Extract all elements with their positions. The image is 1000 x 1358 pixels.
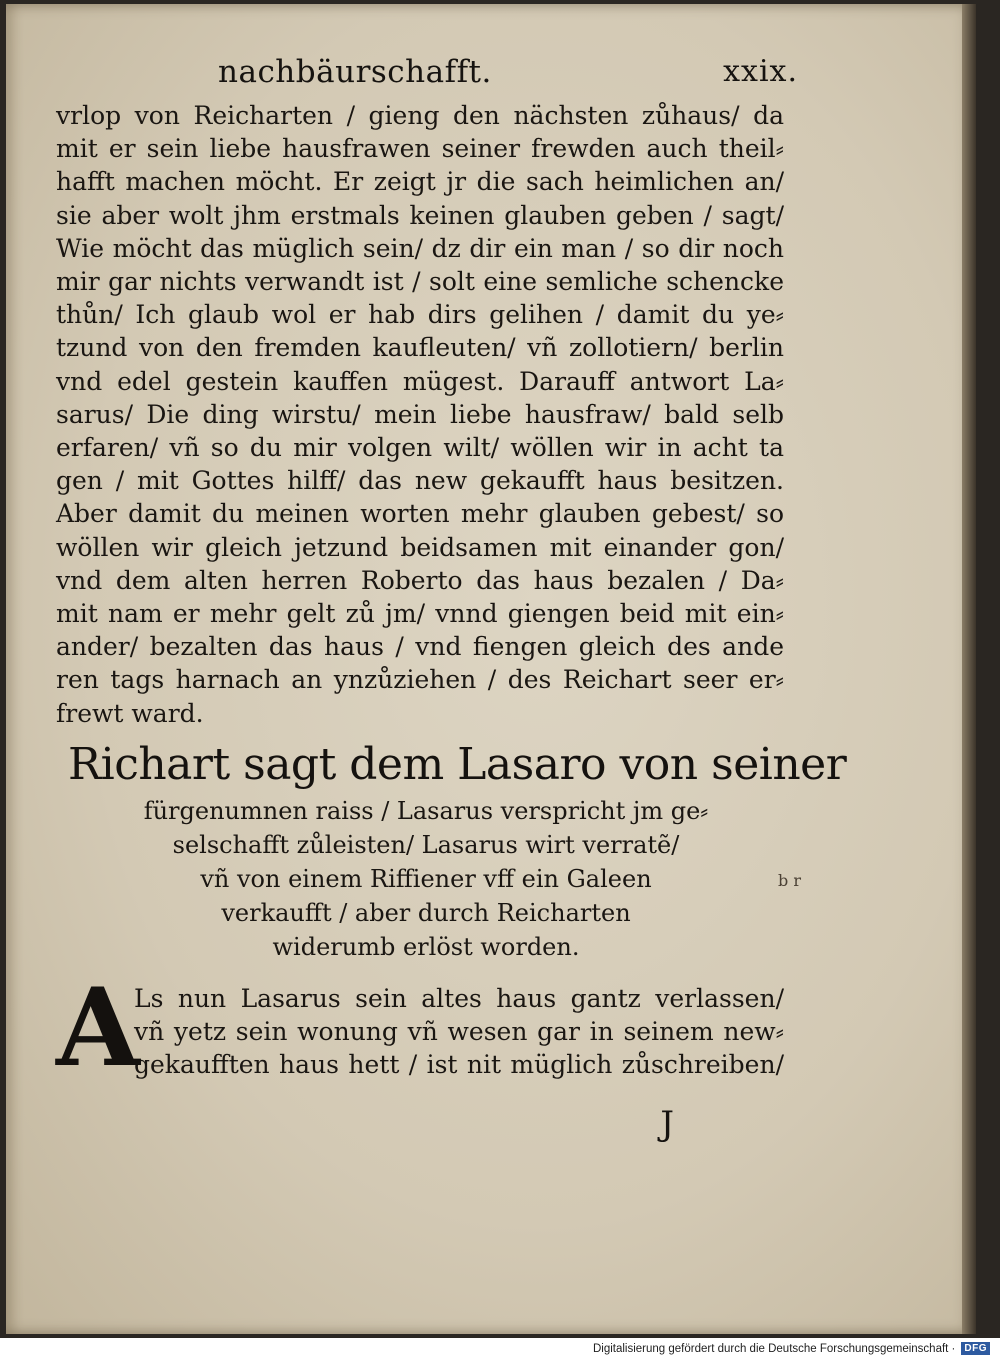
chapter-summary xyxy=(66,794,786,964)
summary-line: widerumb erlöst worden. xyxy=(272,933,580,961)
body-paragraph xyxy=(56,99,784,730)
text-line: mir gar nichts verwandt ist / solt eine semliche schencke xyxy=(56,267,784,297)
book-page xyxy=(6,4,976,1334)
text-line: sarus/ Die ding wirstu/ mein liebe hausfraw/ bald selb xyxy=(56,399,784,429)
text-line: sie aber wolt jhm erstmals keinen glauben geben / sagt/ xyxy=(56,200,784,230)
text-line: tzund von den fremden kaufleuten/ vñ zollotiern/ berlin xyxy=(56,333,784,363)
summary-line: vñ von einem Riffiener vff ein Galeen xyxy=(200,865,652,893)
text-line: vñ yetz sein wonung vñ wesen gar in seinem new⸗ xyxy=(134,1017,784,1046)
text-line: Ls nun Lasarus sein altes haus gantz verlassen/ xyxy=(134,984,784,1013)
folio-number: xxix. xyxy=(723,54,798,89)
running-head: nachbäurschafft. xyxy=(218,54,492,90)
catchword: J xyxy=(660,1104,674,1144)
marginal-note: b r xyxy=(778,871,801,890)
summary-line: fürgenumnen raiss / Lasarus verspricht jm ge⸗ xyxy=(143,797,709,825)
funding-credit xyxy=(593,1342,990,1355)
text-line: mit nam er mehr gelt zů jm/ vnnd giengen beid mit ein⸗ xyxy=(56,599,784,629)
chapter-opening xyxy=(56,965,784,1091)
text-line: Wie möcht das müglich sein/ dz dir ein man / so dir noch xyxy=(56,233,784,263)
text-line: erfaren/ vñ so du mir volgen wilt/ wöllen wir in acht ta xyxy=(56,433,784,463)
text-line: vnd dem alten herren Roberto das haus bezalen / Da⸗ xyxy=(56,565,784,595)
page-gutter-edge xyxy=(962,4,976,1334)
text-line: hafft machen möcht. Er zeigt jr die sach heimlichen an/ xyxy=(56,167,784,197)
dfg-logo-icon: DFG xyxy=(961,1342,990,1355)
chapter-heading: Richart sagt dem Lasaro von seiner xyxy=(68,739,847,790)
drop-initial: A xyxy=(56,965,140,1091)
text-line: Aber damit du meinen worten mehr glauben gebest/ so xyxy=(56,499,784,529)
credit-text: Digitalisierung gefördert durch die Deutsche Forschungsgemeinschaft · xyxy=(592,1342,956,1355)
text-line: gekaufften haus hett / ist nit müglich zůschreiben/ xyxy=(134,1050,784,1079)
text-line: frewt ward. xyxy=(56,698,204,728)
text-line: thůn/ Ich glaub wol er hab dirs gelihen / damit du ye⸗ xyxy=(56,300,784,330)
text-line: mit er sein liebe hausfrawen seiner frewden auch theil⸗ xyxy=(56,134,784,164)
summary-line: selschafft zůleisten/ Lasarus wirt verratẽ/ xyxy=(172,831,680,859)
text-line: vrlop von Reicharten / gieng den nächsten zůhaus/ da xyxy=(56,101,784,130)
summary-line: verkaufft / aber durch Reicharten xyxy=(221,899,631,927)
text-line: gen / mit Gottes hilff/ das new gekaufft haus besitzen. xyxy=(56,466,784,496)
text-line: ren tags harnach an ynzůziehen / des Reichart seer er⸗ xyxy=(56,665,784,695)
text-line: vnd edel gestein kauffen mügest. Darauff antwort La⸗ xyxy=(56,366,784,396)
text-line: wöllen wir gleich jetzund beidsamen mit einander gon/ xyxy=(56,532,784,562)
text-line: ander/ bezalten das haus / vnd fiengen gleich des ande xyxy=(56,632,784,662)
